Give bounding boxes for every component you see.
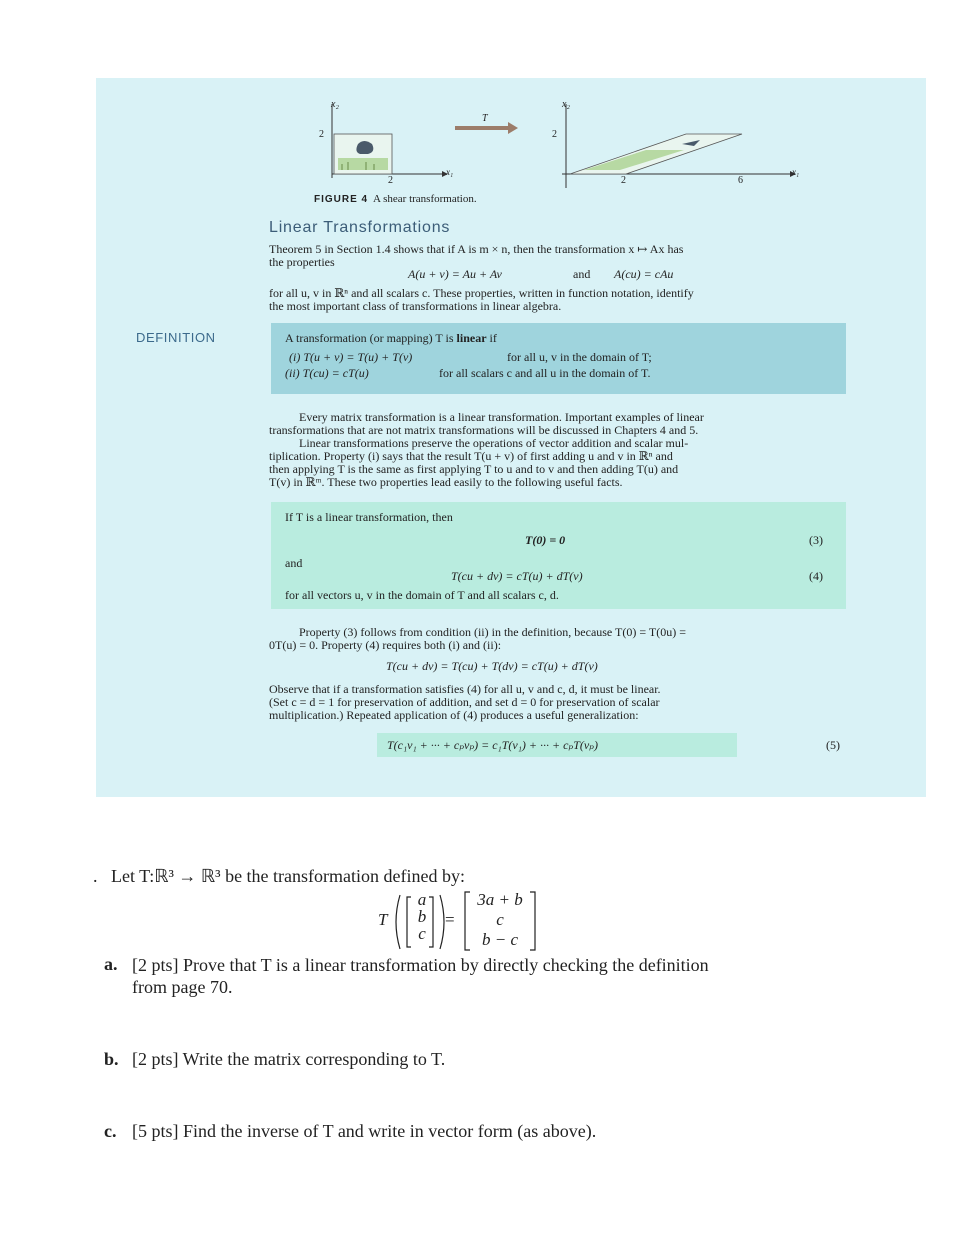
input-vector-c: c: [418, 924, 426, 943]
definition-item-1-text: for all u, v in the domain of T;: [507, 350, 652, 364]
proof-line-1: Property (3) follows from condition (ii) in the definition, because T(0) = T(0u) =: [299, 625, 687, 639]
part-b-text: [2 pts] Write the matrix corresponding to T.: [132, 1049, 446, 1069]
input-vector-b: b: [417, 907, 427, 926]
output-vector-row-1: 3a + b: [477, 890, 523, 909]
left-axis-y-label: x₂: [331, 99, 339, 110]
part-c-label: c.: [104, 1121, 117, 1141]
transform-arrow-head: [508, 122, 518, 134]
question-intro: Let T:ℝ³ → ℝ³ be the transformation defined by:: [111, 866, 465, 886]
definition-label: DEFINITION: [136, 330, 216, 345]
matrix-T-label: T: [378, 910, 388, 929]
intro-line-1: Theorem 5 in Section 1.4 shows that if A is m × n, then the transformation x ↦ Ax has: [269, 242, 684, 256]
left-image-grass: [338, 158, 388, 170]
para2-line-1: for all u, v in ℝⁿ and all scalars c. These properties, written in function notation, identify: [269, 286, 694, 300]
eq1-right: A(cu) = cAu: [614, 267, 674, 281]
part-a-label: a.: [104, 954, 118, 974]
facts-eq3-number: (3): [809, 533, 823, 547]
proof-line-5: multiplication.) Repeated application of (4) produces a useful generalization:: [269, 708, 639, 722]
right-tick-x1: 2: [621, 175, 626, 186]
proof-equation: T(cu + dv) = T(cu) + T(dv) = cT(u) + dT(v): [386, 659, 598, 673]
figure-caption: [314, 193, 477, 205]
para-line-6: T(v) in ℝᵐ. These two properties lead easily to the following useful facts.: [269, 475, 623, 489]
facts-eq3: T(0) = 0: [525, 533, 566, 547]
definition-intro-post: if: [486, 331, 497, 345]
para2-line-2: the most important class of transformations in linear algebra.: [269, 299, 562, 313]
definition-item-2-math: (ii) T(cu) = cT(u): [285, 366, 369, 380]
generalization-equation: T(c₁v₁ + ··· + cₚvₚ) = c₁T(v₁) + ··· + cₚT(vₚ): [387, 738, 598, 752]
eq1-left: A(u + v) = Au + Av: [408, 267, 502, 281]
facts-eq4: T(cu + dv) = cT(u) + dT(v): [451, 569, 583, 583]
facts-outro: for all vectors u, v in the domain of T and all scalars c, d.: [285, 588, 559, 602]
proof-line-2: 0T(u) = 0. Property (4) requires both (i) and (ii):: [269, 638, 502, 652]
left-tick-y: 2: [319, 129, 324, 140]
definition-item-2-text: for all scalars c and all u in the domain of T.: [439, 366, 651, 380]
proof-paragraph-1: [269, 626, 849, 652]
generalization-number: (5): [826, 738, 840, 752]
definition-intro: [285, 332, 497, 345]
figure-caption-text: A shear transformation.: [373, 193, 477, 205]
section-intro: [269, 243, 849, 269]
generalization-box: [377, 733, 737, 757]
figure-caption-label: FIGURE 4: [314, 194, 369, 205]
proof-paragraph-2: [269, 683, 849, 722]
arrow-label: T: [482, 113, 488, 124]
proof-line-4: (Set c = d = 1 for preservation of addition, and set d = 0 for preservation of scalar: [269, 695, 660, 709]
definition-intro-bold: linear: [456, 331, 487, 345]
facts-eq4-number: (4): [809, 569, 823, 583]
facts-and: and: [285, 556, 303, 570]
proof-line-3: Observe that if a transformation satisfies (4) for all u, v and c, d, it must be linear.: [269, 682, 661, 696]
section-title: Linear Transformations: [269, 219, 451, 236]
right-tick-x2: 6: [738, 175, 743, 186]
eq1-and: and: [573, 267, 591, 281]
output-vector-row-2: c: [496, 910, 504, 929]
para-line-3: Linear transformations preserve the operations of vector addition and scalar mul-: [299, 436, 689, 450]
section-para-2: [269, 287, 849, 313]
part-a-text: [132, 954, 792, 998]
left-tick-x: 2: [388, 175, 393, 186]
para-line-4: tiplication. Property (i) says that the result T(u + v) of first adding u and v in ℝⁿ and: [269, 449, 673, 463]
input-vector-a: a: [417, 890, 427, 909]
matrix-linear-paragraph: [269, 411, 849, 489]
part-a-line-1: [2 pts] Prove that T is a linear transformation by directly checking the definition: [132, 955, 709, 975]
para-line-1: Every matrix transformation is a linear transformation. Important examples of linear: [299, 410, 704, 424]
right-tick-y: 2: [552, 129, 557, 140]
left-axis-x-label: x₁: [446, 167, 454, 177]
output-vector-row-3: b − c: [481, 930, 519, 949]
facts-intro: If T is a linear transformation, then: [285, 510, 453, 524]
definition-box: [271, 323, 846, 394]
right-axis-y-label: x₂: [562, 99, 570, 110]
vector-equals: =: [445, 910, 455, 929]
para-line-2: transformations that are not matrix transformations will be discussed in Chapters 4 and 5.: [269, 423, 699, 437]
para-line-5: then applying T is the same as first applying T to u and to v and then adding T(u) and: [269, 462, 679, 476]
intro-line-2: the properties: [269, 255, 335, 269]
facts-box: [271, 502, 846, 609]
question-bullet: .: [93, 866, 98, 886]
definition-item-1-math: (i) T(u + v) = T(u) + T(v): [289, 350, 413, 364]
part-c-text: [5 pts] Find the inverse of T and write in vector form (as above).: [132, 1121, 597, 1141]
right-axis-x-label: x₁: [792, 167, 800, 177]
output-vector: [468, 890, 532, 950]
part-a-line-2: from page 70.: [132, 977, 233, 997]
input-vector: [412, 891, 432, 942]
part-b-label: b.: [104, 1049, 119, 1069]
definition-intro-pre: A transformation (or mapping) T is: [285, 331, 457, 345]
